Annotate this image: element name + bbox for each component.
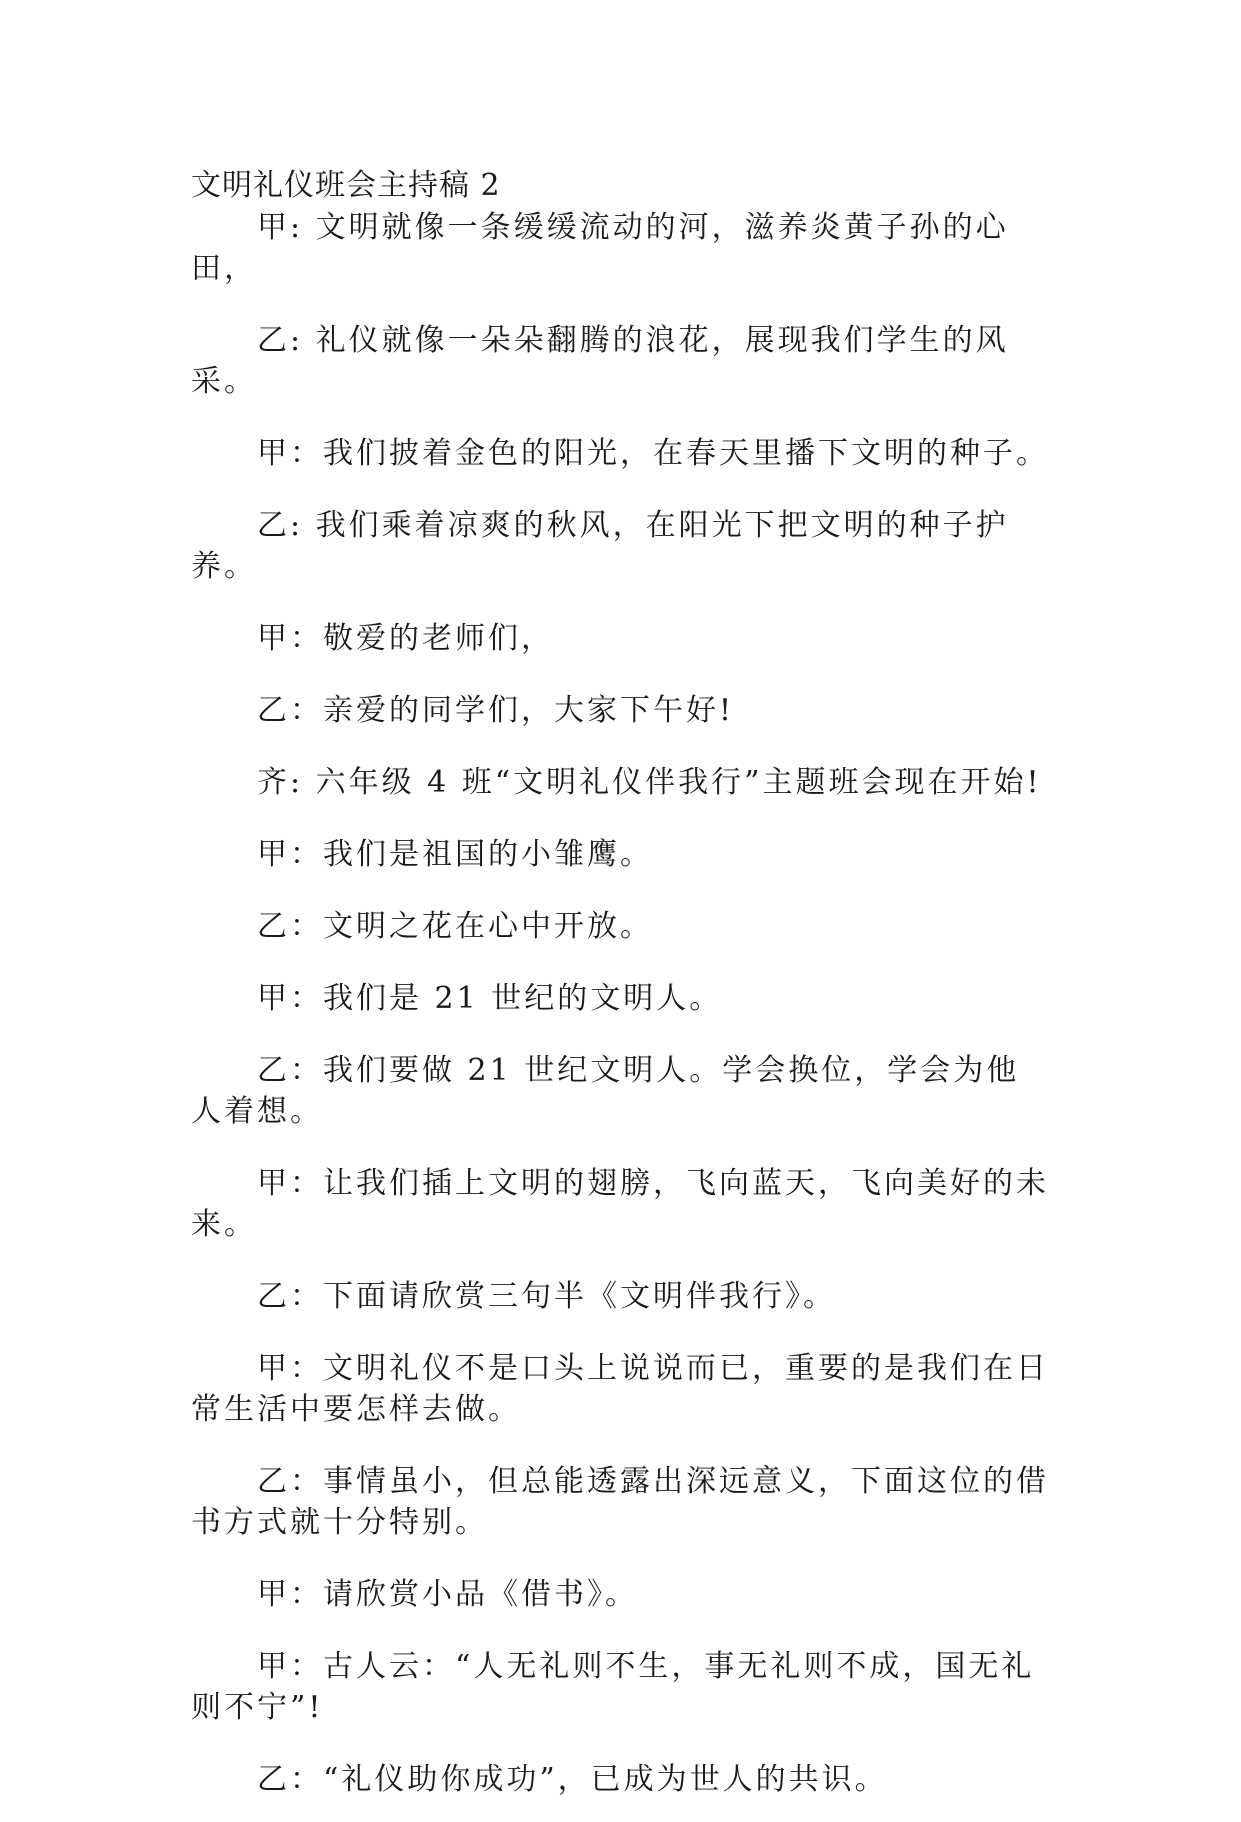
paragraph: 乙：下面请欣赏三句半《文明伴我行》。 (257, 1279, 836, 1314)
paragraph: 甲：我们是 21 世纪的文明人。 (257, 981, 723, 1016)
paragraph: 甲：古人云：“人无礼则不生，事无礼则不成，国无礼则不宁”! (191, 1649, 1035, 1725)
paragraph: 甲：我们是祖国的小雏鹰。 (257, 837, 653, 872)
paragraph: 乙：亲爱的同学们，大家下午好! (257, 693, 735, 728)
paragraph: 甲：文明礼仪不是口头上说说而已，重要的是我们在日常生活中要怎样去做。 (191, 1351, 1049, 1427)
paragraph: 甲：让我们插上文明的翅膀，飞向蓝天，飞向美好的未来。 (191, 1166, 1049, 1242)
document-body (191, 198, 1051, 1822)
paragraph: 甲：我们披着金色的阳光，在春天里播下文明的种子。 (257, 436, 1049, 471)
paragraph: 齐: 六年级 4 班“文明礼仪伴我行”主题班会现在开始! (257, 765, 1042, 800)
paragraph: 乙：“礼仪助你成功”，已成为世人的共识。 (257, 1762, 888, 1797)
paragraph: 乙：文明之花在心中开放。 (257, 909, 653, 944)
paragraph: 乙：我们要做 21 世纪文明人。学会换位，学会为他人着想。 (191, 1053, 1020, 1129)
document-title: 文明礼仪班会主持稿 2 (191, 168, 501, 203)
paragraph: 甲：请欣赏小品《借书》。 (257, 1577, 638, 1612)
paragraph: 乙：事情虽小，但总能透露出深远意义，下面这位的借书方式就十分特别。 (191, 1464, 1049, 1540)
paragraph: 乙: 礼仪就像一朵朵翻腾的浪花，展现我们学生的风采。 (191, 323, 1009, 399)
paragraph: 乙: 我们乘着凉爽的秋风，在阳光下把文明的种子护养。 (191, 508, 1009, 584)
paragraph: 甲：敬爱的老师们， (257, 621, 554, 656)
paragraph: 甲: 文明就像一条缓缓流动的河，滋养炎黄子孙的心田， (191, 210, 1009, 286)
